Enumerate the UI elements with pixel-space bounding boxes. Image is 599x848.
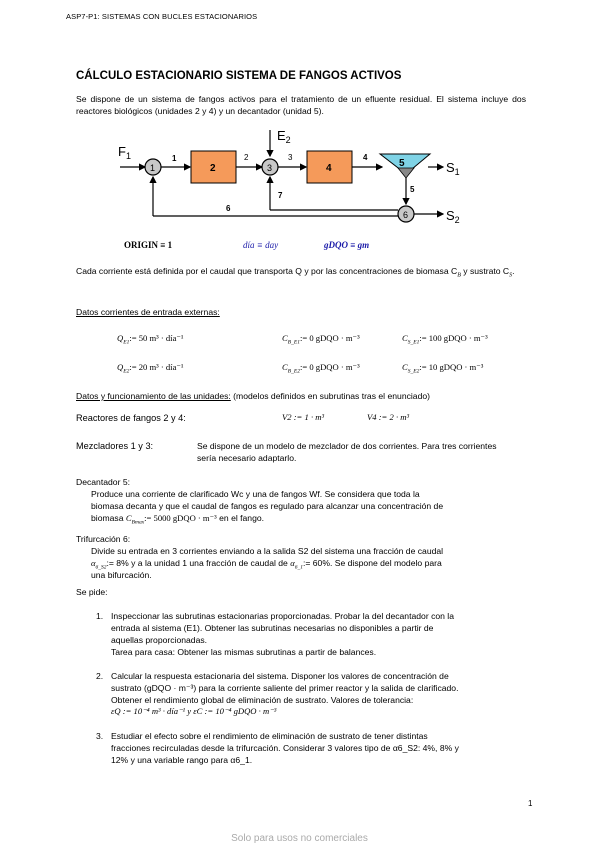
item-2-line-1: Calcular la respuesta estacionaria del sistema. Disponer los valores de concentración de: [111, 671, 449, 681]
item-3-number: 3.: [96, 731, 104, 741]
units-heading: Datos y funcionamiento de las unidades: (modelos definidos en subrutinas tras el enunciado): [76, 391, 431, 401]
item-3-line-3: 12% y una variable rango para α6_1.: [111, 755, 253, 765]
node-6-label: 6: [403, 210, 409, 220]
stream-7-label: 7: [278, 191, 283, 200]
item-2-number: 2.: [96, 671, 104, 681]
CBE2-value: $C_{B\_E2}:= 0$ gDQO · m⁻³: [282, 362, 360, 375]
V2-value: V2 := 1 · m³: [282, 412, 325, 422]
label-F1: $F_1$: [118, 144, 131, 161]
decanter-label: Decantador 5:: [76, 477, 130, 487]
item-1-line-4: Tarea para casa: Obtener las mismas subrutinas a partir de balances.: [111, 647, 377, 657]
stream-4-label: 4: [363, 153, 368, 162]
item-3-line-1: Estudiar el efecto sobre el rendimiento de eliminación de sustrato de tener distintas: [111, 731, 428, 741]
node-1-label: 1: [150, 163, 156, 173]
stream-5-label: 5: [410, 185, 415, 194]
external-inputs-heading: Datos corrientes de entrada externas:: [76, 307, 220, 317]
reactor-4-label: 4: [326, 163, 332, 174]
mixers-text: Se dispone de un modelo de mezclador de dos corrientes. Para tres corrientes sería necesario adaptarlo.: [197, 441, 497, 463]
label-S2: $S_2$: [446, 208, 460, 225]
CSE1-value: $C_{S\_E1}:= 100$ gDQO · m⁻³: [402, 333, 488, 346]
item-1-line-3: aquellas proporcionadas.: [111, 635, 208, 645]
item-1-line-2: entrada al sistema (E1). Obtener las subrutinas necesarias no disponibles a partir de: [111, 623, 434, 633]
intro-paragraph: Se dispone de un sistema de fangos activos para el tratamiento de un efluente residual. El sistema incluye dos reactores biológicos (unidades 2 y 4) y un decantador (unidad 5).: [76, 94, 526, 116]
trif-text-3: una bifurcación.: [91, 570, 152, 580]
page-number: 1: [528, 799, 533, 808]
CSE2-value: $C_{S\_E2}:= 10$ gDQO · m⁻³: [402, 362, 484, 375]
stream-1-label: 1: [172, 154, 177, 163]
label-S1: $S_1$: [446, 160, 460, 177]
decanter-text-3: biomasa $C_{Bmax}:= 5000$ gDQO · m⁻³ en el fango.: [91, 513, 265, 526]
dia-def: día ≡ day: [243, 240, 279, 250]
reactors-label: Reactores de fangos 2 y 4:: [76, 413, 186, 423]
item-2-line-4: εQ := 10⁻⁴ m³ · día⁻¹ y εC := 10⁻⁴ gDQO · m⁻³: [111, 706, 277, 716]
origin-def: ORIGIN ≡ 1: [124, 240, 173, 250]
trifurcation-label: Trifurcación 6:: [76, 534, 131, 544]
item-1-number: 1.: [96, 611, 104, 621]
page-title: CÁLCULO ESTACIONARIO SISTEMA DE FANGOS ACTIVOS: [76, 70, 402, 82]
footer-watermark: Solo para usos no comerciales: [231, 833, 368, 844]
process-diagram: [110, 128, 470, 233]
item-3-line-2: fracciones recirculadas desde la trifurcación. Considerar 3 valores tipo de α6_S2: 4%, 8% y: [111, 743, 459, 753]
decanter-5-label: 5: [399, 158, 405, 169]
reactor-2-label: 2: [210, 163, 216, 174]
item-1-line-1: Inspeccionar las subrutinas estacionarias proporcionadas. Probar la del decantador con la: [111, 611, 454, 621]
decanter-text-1: Produce una corriente de clarificado Wc y una de fangos Wf. Se considera que toda la: [91, 489, 420, 499]
label-E2: $E_2$: [277, 128, 291, 145]
ask-label: Se pide:: [76, 587, 108, 597]
stream-6-label: 6: [226, 204, 231, 213]
QE1-value: $Q_{E1}:= 50$ m³ · día⁻¹: [117, 333, 184, 346]
V4-value: V4 := 2 · m³: [367, 412, 410, 422]
QE2-value: $Q_{E2}:= 20$ m³ · día⁻¹: [117, 362, 184, 375]
item-2-line-2: sustrato (gDQO · m⁻³) para la corriente saliente del primer reactor y la salida de clarificado.: [111, 683, 459, 693]
gdqo-def: gDQO ≡ gm: [324, 240, 370, 250]
stream-2-label: 2: [244, 153, 249, 162]
decanter-text-2: biomasa decanta y que el caudal de fangos es regulado para alcanzar una concentración de: [91, 501, 444, 511]
streams-definition: Cada corriente está definida por el caudal que transporta Q y por las concentraciones de biomasa $C_B$ y sustrato $C_S$.: [76, 266, 515, 279]
stream-3-label: 3: [288, 153, 293, 162]
trif-text-2: $\alpha_{6\_S2}:= 8\%$ y a la unidad 1 una fracción de caudal de $\alpha_{6\_1}:= 60\%$. Se dispone del modelo para: [91, 558, 442, 571]
trif-text-1: Divide su entrada en 3 corrientes enviando a la salida S2 del sistema una fracción de caudal: [91, 546, 444, 556]
running-header: ASP7-P1: SISTEMAS CON BUCLES ESTACIONARIOS: [66, 12, 258, 21]
item-2-line-3: Obtener el rendimiento global de eliminación de sustrato. Valores de tolerancia:: [111, 695, 414, 705]
node-3-label: 3: [267, 163, 273, 173]
mixers-label: Mezcladores 1 y 3:: [76, 441, 154, 451]
CBE1-value: $C_{B\_E1}:= 0$ gDQO · m⁻³: [282, 333, 360, 346]
